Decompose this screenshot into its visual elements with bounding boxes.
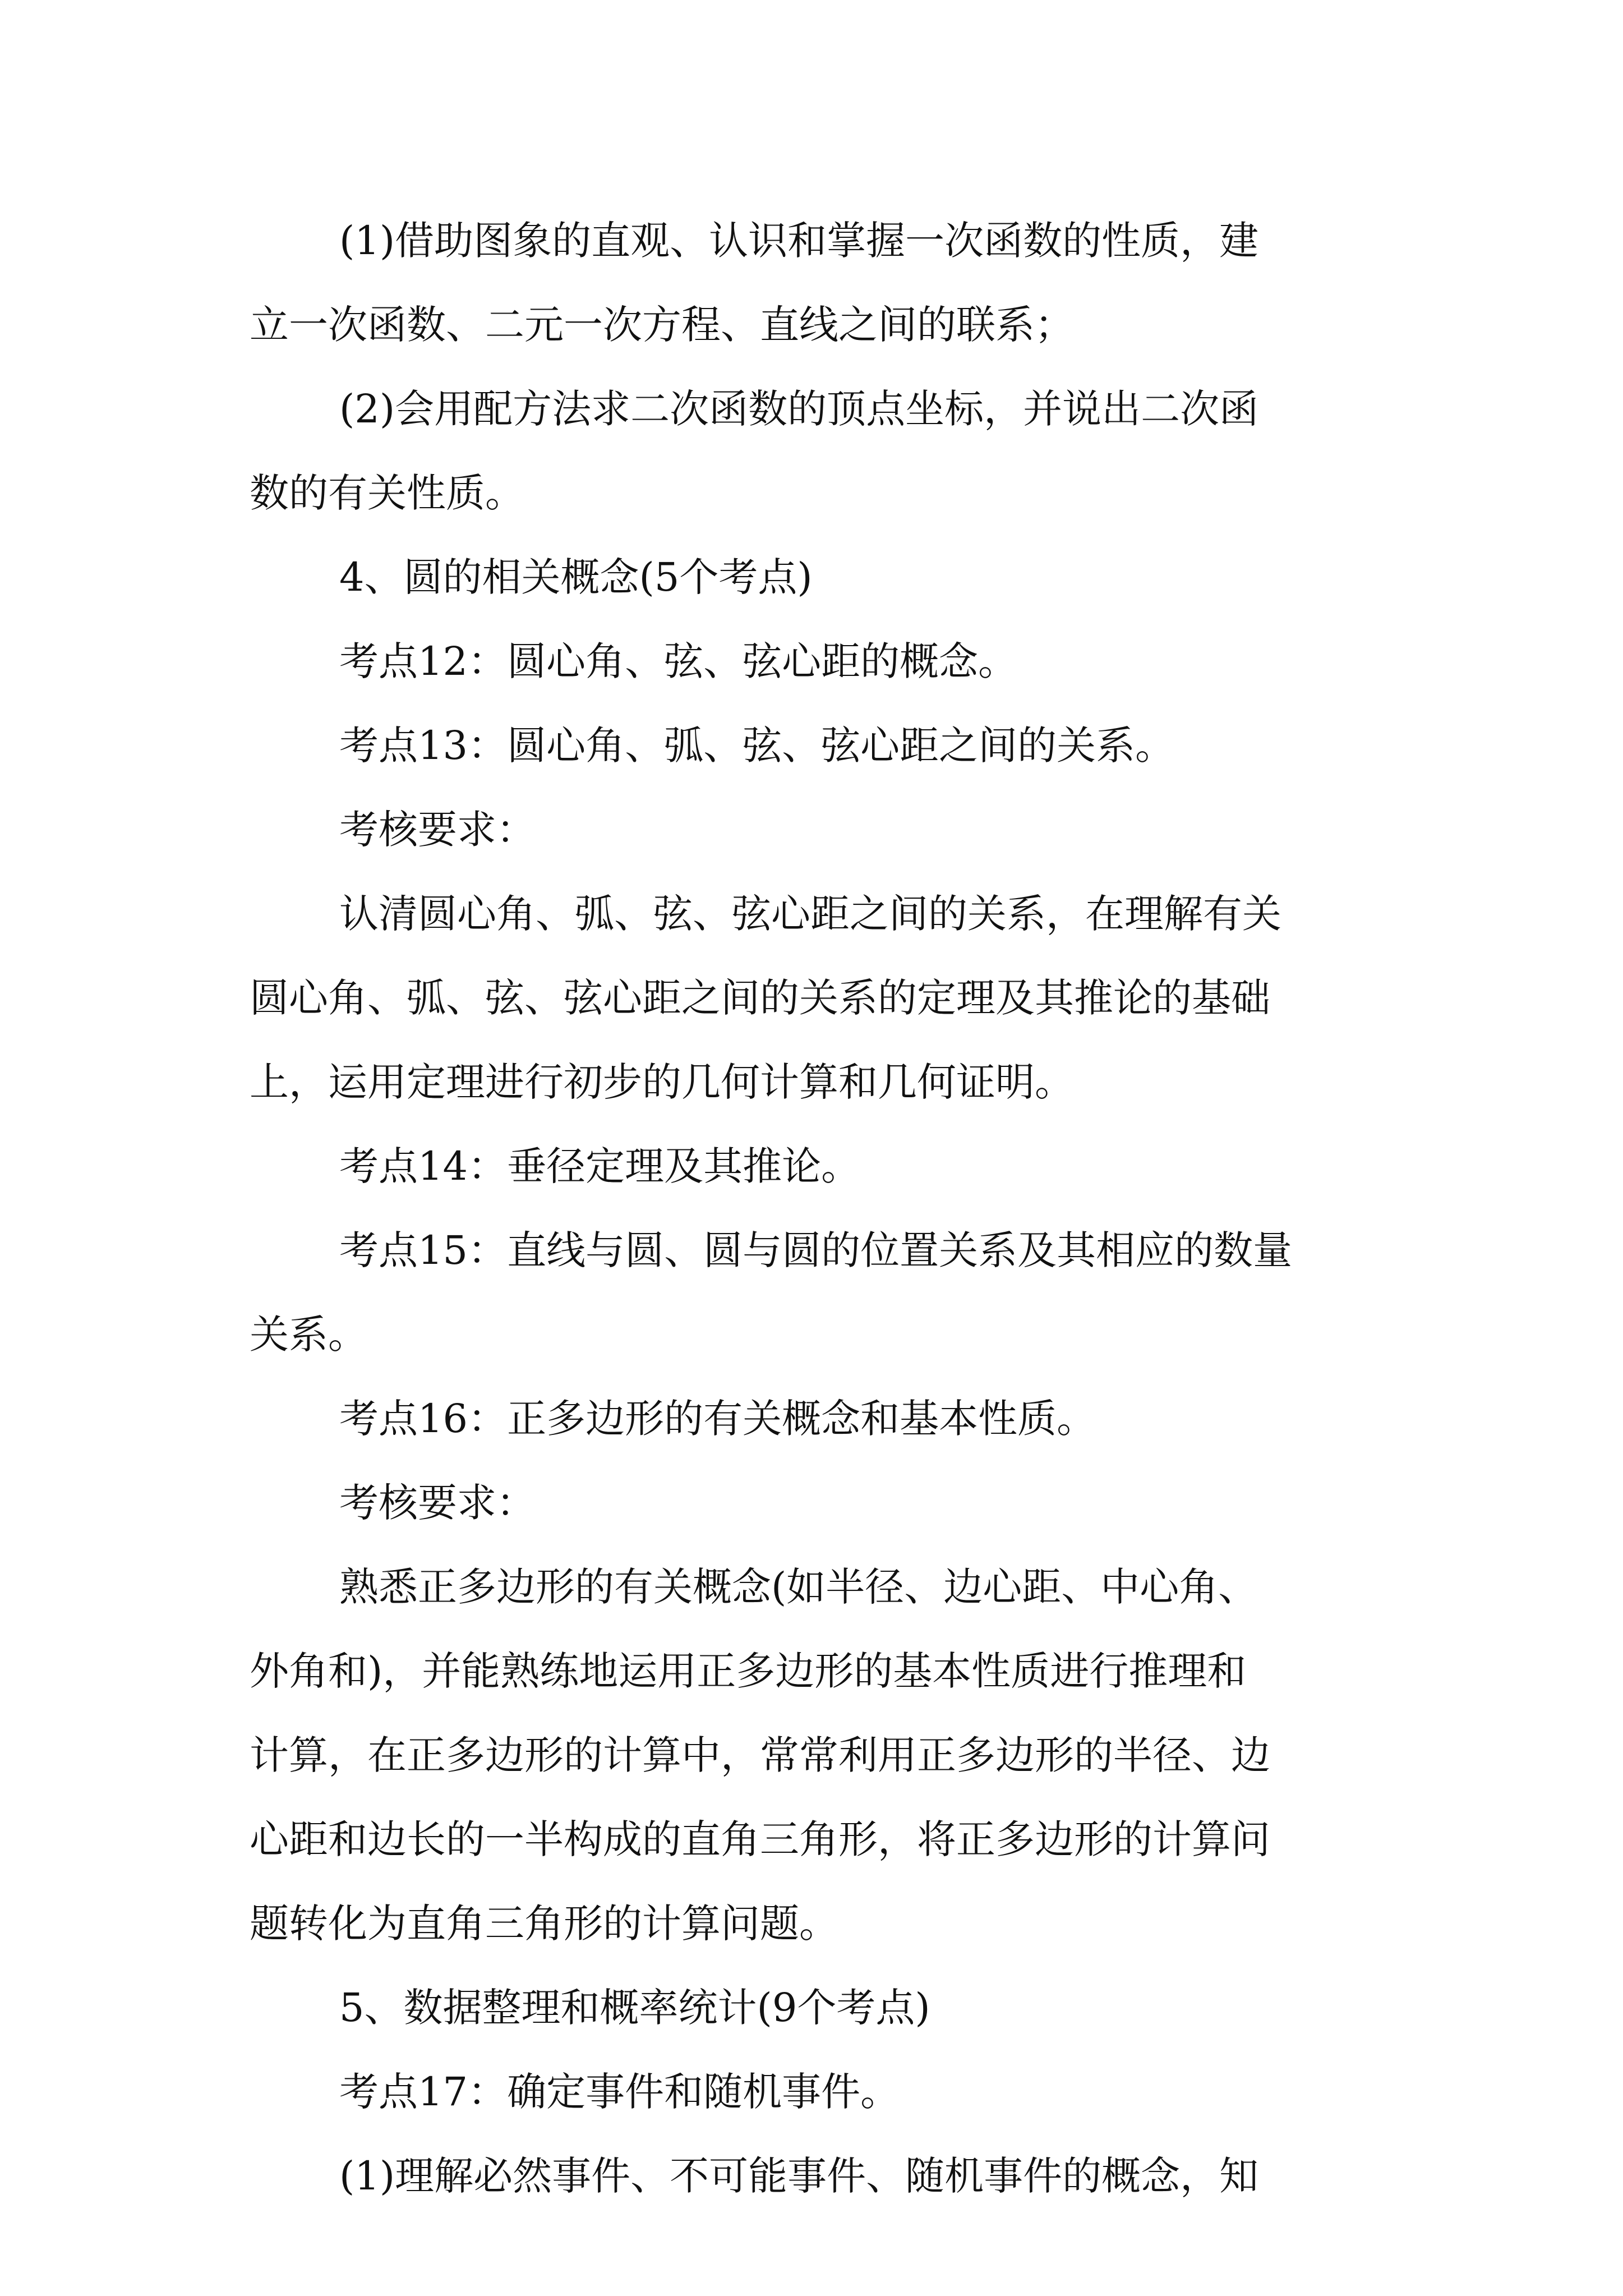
text-line-8: 考核要求：: [339, 807, 536, 853]
section-heading-4: 4、圆的相关概念(5个考点): [339, 554, 813, 600]
text-line-17: 熟悉正多边形的有关概念(如半径、边心距、中心角、: [339, 1564, 1258, 1610]
text-line-24: (1)理解必然事件、不可能事件、随机事件的概念，知: [339, 2153, 1259, 2199]
text-line-19: 计算，在正多边形的计算中，常常利用正多边形的半径、边: [250, 1732, 1270, 1778]
text-line-9: 认清圆心角、弧、弦、弦心距之间的关系，在理解有关: [339, 891, 1281, 937]
text-line-2: 立一次函数、二元一次方程、直线之间的联系；: [250, 302, 1074, 348]
text-line-10: 圆心角、弧、弦、弦心距之间的关系的定理及其推论的基础: [250, 975, 1270, 1021]
text-line-21: 题转化为直角三角形的计算问题。: [250, 1901, 838, 1947]
text-line-4: 数的有关性质。: [250, 470, 524, 516]
text-line-16: 考核要求：: [339, 1480, 536, 1526]
text-line-23: 考点17：确定事件和随机事件。: [339, 2069, 900, 2115]
text-line-11: 上，运用定理进行初步的几何计算和几何证明。: [250, 1059, 1074, 1105]
text-line-20: 心距和边长的一半构成的直角三角形，将正多边形的计算问: [250, 1816, 1270, 1862]
text-line-3: (2)会用配方法求二次函数的顶点坐标，并说出二次函: [339, 386, 1259, 432]
text-line-7: 考点13：圆心角、弧、弦、弦心距之间的关系。: [339, 723, 1175, 769]
text-line-6: 考点12：圆心角、弦、弦心距的概念。: [339, 638, 1018, 684]
text-line-15: 考点16：正多边形的有关概念和基本性质。: [339, 1396, 1096, 1442]
text-line-12: 考点14：垂径定理及其推论。: [339, 1143, 861, 1189]
text-line-18: 外角和)，并能熟练地运用正多边形的基本性质进行推理和: [250, 1648, 1247, 1694]
text-line-14: 关系。: [250, 1312, 367, 1358]
text-line-13: 考点15：直线与圆、圆与圆的位置关系及其相应的数量: [339, 1227, 1293, 1273]
text-line-1: (1)借助图象的直观、认识和掌握一次函数的性质，建: [339, 218, 1259, 264]
section-heading-5: 5、数据整理和概率统计(9个考点): [339, 1985, 930, 2031]
